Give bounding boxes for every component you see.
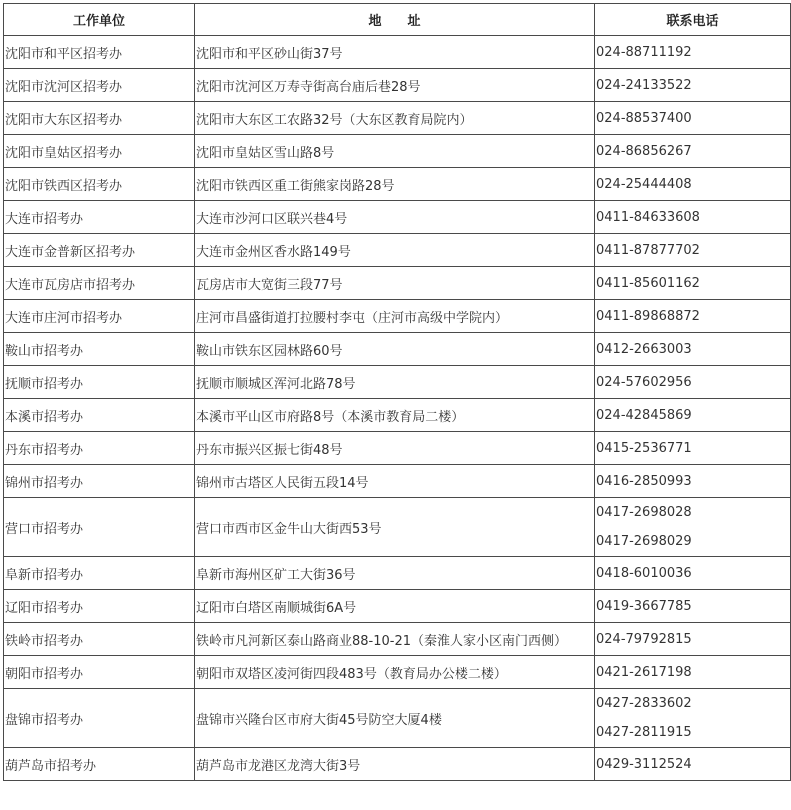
cell-phone [595, 201, 791, 234]
phone-number: 024-86856267 [596, 143, 692, 159]
cell-address: 营口市西市区金牛山大街西53号 [195, 498, 595, 557]
cell-unit: 葫芦岛市招考办 [4, 748, 195, 781]
phone-number: 024-24133522 [596, 77, 692, 93]
table-row [4, 465, 791, 498]
phone-number: 024-57602956 [596, 374, 692, 390]
table-row [4, 267, 791, 300]
cell-phone [595, 102, 791, 135]
cell-address: 沈阳市大东区工农路32号（大东区教育局院内） [195, 102, 595, 135]
cell-address: 阜新市海州区矿工大街36号 [195, 557, 595, 590]
cell-unit: 本溪市招考办 [4, 399, 195, 432]
cell-phone [595, 333, 791, 366]
table-row [4, 69, 791, 102]
table-row [4, 656, 791, 689]
phone-number: 0417-2698028 [596, 505, 692, 520]
cell-phone [595, 36, 791, 69]
table-row [4, 201, 791, 234]
phone-number: 0417-2698029 [596, 534, 692, 549]
cell-phone [595, 234, 791, 267]
phone-number: 0411-84633608 [596, 209, 700, 225]
cell-unit: 大连市金普新区招考办 [4, 234, 195, 267]
cell-phone [595, 432, 791, 465]
table-row [4, 366, 791, 399]
phone-number: 0411-87877702 [596, 242, 700, 258]
cell-address: 丹东市振兴区振七街48号 [195, 432, 595, 465]
phone-number: 0411-89868872 [596, 308, 700, 324]
cell-unit: 盘锦市招考办 [4, 689, 195, 748]
cell-address: 沈阳市沈河区万寿寺街高台庙后巷28号 [195, 69, 595, 102]
cell-address: 大连市沙河口区联兴巷4号 [195, 201, 595, 234]
cell-address: 沈阳市皇姑区雪山路8号 [195, 135, 595, 168]
cell-phone [595, 498, 791, 557]
cell-phone [595, 168, 791, 201]
cell-phone [595, 267, 791, 300]
table-row [4, 689, 791, 748]
table-row [4, 135, 791, 168]
cell-phone [595, 656, 791, 689]
phone-number: 024-88711192 [596, 44, 692, 60]
table-row [4, 300, 791, 333]
cell-unit: 锦州市招考办 [4, 465, 195, 498]
phone-number: 024-42845869 [596, 407, 692, 423]
cell-address: 抚顺市顺城区浑河北路78号 [195, 366, 595, 399]
table-row [4, 557, 791, 590]
header-address [195, 4, 595, 36]
table-row [4, 333, 791, 366]
phone-number: 0427-2833602 [596, 696, 692, 711]
phone-number: 0421-2617198 [596, 664, 692, 680]
cell-address: 朝阳市双塔区凌河街四段483号（教育局办公楼二楼） [195, 656, 595, 689]
cell-unit: 沈阳市沈河区招考办 [4, 69, 195, 102]
cell-phone [595, 465, 791, 498]
table-row [4, 590, 791, 623]
cell-phone [595, 557, 791, 590]
cell-phone [595, 300, 791, 333]
header-address-part2: 址 [407, 14, 421, 29]
table-row [4, 36, 791, 69]
table-row [4, 432, 791, 465]
table-body [4, 36, 791, 781]
cell-address: 盘锦市兴隆台区市府大街45号防空大厦4楼 [195, 689, 595, 748]
header-unit: 工作单位 [4, 4, 195, 36]
cell-unit: 鞍山市招考办 [4, 333, 195, 366]
cell-unit: 沈阳市皇姑区招考办 [4, 135, 195, 168]
cell-unit: 沈阳市大东区招考办 [4, 102, 195, 135]
phone-number: 0427-2811915 [596, 725, 692, 740]
cell-address: 葫芦岛市龙港区龙湾大街3号 [195, 748, 595, 781]
phone-number: 0429-3112524 [596, 756, 692, 772]
table-row [4, 399, 791, 432]
phone-number: 0416-2850993 [596, 473, 692, 489]
cell-unit: 丹东市招考办 [4, 432, 195, 465]
cell-unit: 抚顺市招考办 [4, 366, 195, 399]
table-row [4, 623, 791, 656]
cell-unit: 营口市招考办 [4, 498, 195, 557]
cell-address: 沈阳市和平区砂山街37号 [195, 36, 595, 69]
header-address-part1: 地 [368, 14, 382, 29]
cell-unit: 朝阳市招考办 [4, 656, 195, 689]
cell-unit: 铁岭市招考办 [4, 623, 195, 656]
cell-unit: 沈阳市和平区招考办 [4, 36, 195, 69]
cell-address: 鞍山市铁东区园林路60号 [195, 333, 595, 366]
table-row [4, 234, 791, 267]
phone-number: 0418-6010036 [596, 565, 692, 581]
table-row [4, 102, 791, 135]
cell-address: 锦州市古塔区人民街五段14号 [195, 465, 595, 498]
cell-phone [595, 366, 791, 399]
cell-address: 本溪市平山区市府路8号（本溪市教育局二楼） [195, 399, 595, 432]
cell-phone [595, 69, 791, 102]
cell-address: 沈阳市铁西区重工街熊家岗路28号 [195, 168, 595, 201]
cell-unit: 阜新市招考办 [4, 557, 195, 590]
table-header-row [4, 4, 791, 36]
cell-phone [595, 590, 791, 623]
table-row [4, 748, 791, 781]
cell-address: 辽阳市白塔区南顺城街6A号 [195, 590, 595, 623]
cell-phone [595, 623, 791, 656]
cell-address: 铁岭市凡河新区泰山路商业88-10-21（秦淮人家小区南门西侧） [195, 623, 595, 656]
phone-number: 024-88537400 [596, 110, 692, 126]
table-row [4, 498, 791, 557]
phone-number: 0415-2536771 [596, 440, 692, 456]
phone-number: 0419-3667785 [596, 598, 692, 614]
cell-address: 瓦房店市大宽街三段77号 [195, 267, 595, 300]
cell-unit: 大连市招考办 [4, 201, 195, 234]
phone-number: 024-25444408 [596, 176, 692, 192]
cell-address: 庄河市昌盛街道打拉腰村李屯（庄河市高级中学院内） [195, 300, 595, 333]
phone-number: 0412-2663003 [596, 341, 692, 357]
cell-phone [595, 399, 791, 432]
cell-phone [595, 689, 791, 748]
cell-unit: 大连市庄河市招考办 [4, 300, 195, 333]
cell-phone [595, 748, 791, 781]
cell-address: 大连市金州区香水路149号 [195, 234, 595, 267]
header-phone: 联系电话 [595, 4, 791, 36]
table-row [4, 168, 791, 201]
phone-number: 024-79792815 [596, 631, 692, 647]
cell-unit: 沈阳市铁西区招考办 [4, 168, 195, 201]
exam-office-contact-table [3, 3, 791, 781]
cell-phone [595, 135, 791, 168]
cell-unit: 辽阳市招考办 [4, 590, 195, 623]
cell-unit: 大连市瓦房店市招考办 [4, 267, 195, 300]
phone-number: 0411-85601162 [596, 275, 700, 291]
